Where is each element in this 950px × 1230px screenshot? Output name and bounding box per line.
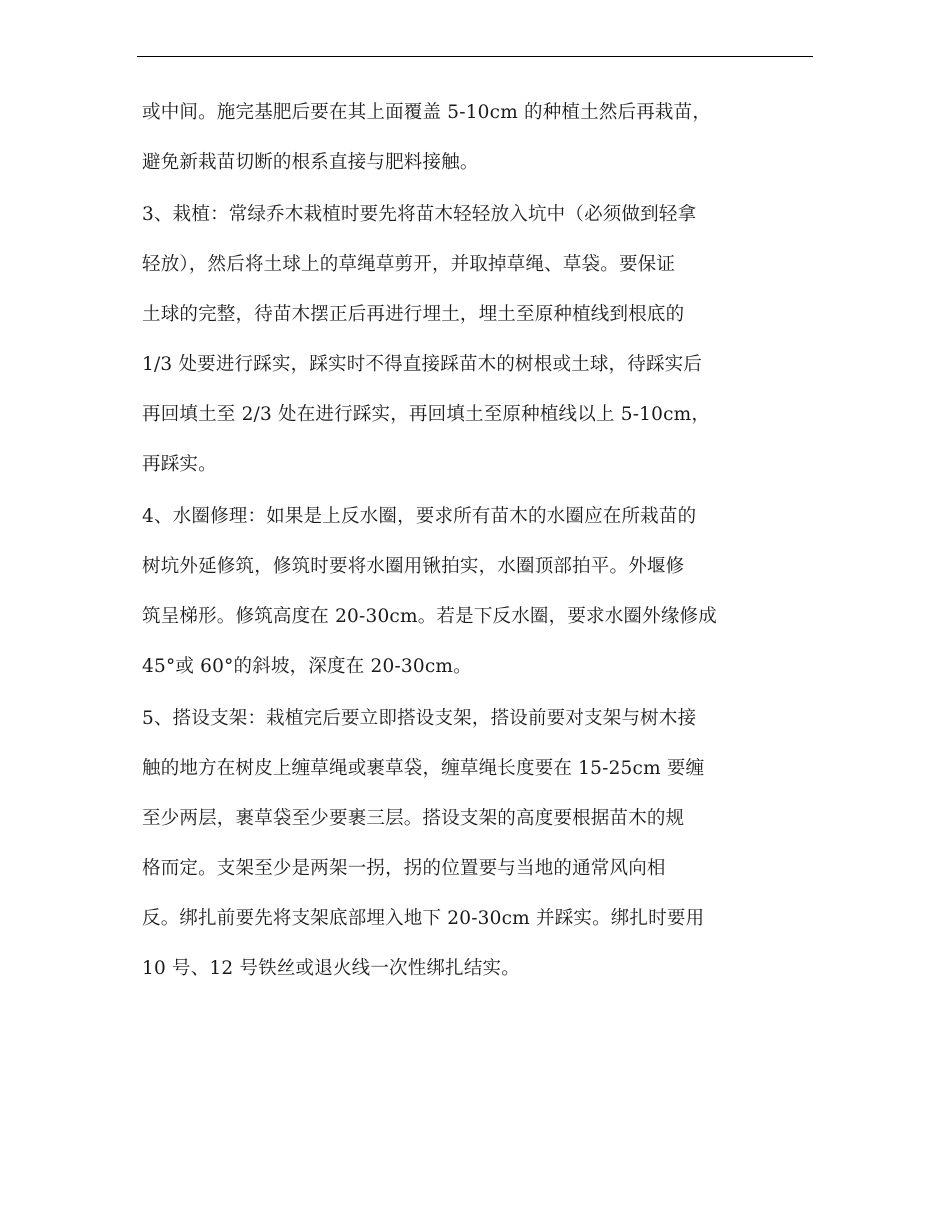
text-line: 轻放），然后将土球上的草绳草剪开，并取掉草绳、草袋。要保证 bbox=[142, 254, 676, 275]
text-line: 45°或 60°的斜坡，深度在 20-30cm。 bbox=[142, 656, 472, 677]
text-line: 至少两层，裹草袋至少要裹三层。搭设支架的高度要根据苗木的规 bbox=[142, 808, 685, 829]
document-body bbox=[142, 88, 742, 996]
text-line: 触的地方在树皮上缠草绳或裹草袋，缠草绳长度要在 15-25cm 要缠 bbox=[142, 758, 705, 779]
text-line: 避免新栽苗切断的根系直接与肥料接触。 bbox=[142, 152, 479, 173]
text-line: 5、搭设支架：栽植完后要立即搭设支架，搭设前要对支架与树木接 bbox=[142, 708, 697, 729]
text-line: 再回填土至 2/3 处在进行踩实，再回填土至原种植线以上 5-10cm， bbox=[142, 404, 711, 425]
paragraph-continuation bbox=[142, 88, 742, 188]
text-line: 土球的完整，待苗木摆正后再进行埋土，埋土至原种植线到根底的 bbox=[142, 304, 685, 325]
text-line: 再踩实。 bbox=[142, 454, 217, 475]
text-line: 树坑外延修筑，修筑时要将水圈用锹拍实，水圈顶部拍平。外堰修 bbox=[142, 556, 685, 577]
paragraph-step-4 bbox=[142, 492, 742, 692]
paragraph-step-5 bbox=[142, 694, 742, 994]
text-line: 1/3 处要进行踩实，踩实时不得直接踩苗木的树根或土球，待踩实后 bbox=[142, 354, 703, 375]
text-line: 反。绑扎前要先将支架底部埋入地下 20-30cm 并踩实。绑扎时要用 bbox=[142, 908, 705, 929]
text-line: 或中间。施完基肥后要在其上面覆盖 5-10cm 的种植土然后再栽苗， bbox=[142, 102, 712, 123]
paragraph-step-3 bbox=[142, 190, 742, 490]
text-line: 筑呈梯形。修筑高度在 20-30cm。若是下反水圈，要求水圈外缘修成 bbox=[142, 606, 717, 627]
text-line: 3、栽植：常绿乔木栽植时要先将苗木轻轻放入坑中（必须做到轻拿 bbox=[142, 204, 697, 225]
text-line: 10 号、12 号铁丝或退火线一次性绑扎结实。 bbox=[142, 958, 520, 979]
text-line: 4、水圈修理：如果是上反水圈，要求所有苗木的水圈应在所栽苗的 bbox=[142, 506, 697, 527]
text-line: 格而定。支架至少是两架一拐，拐的位置要与当地的通常风向相 bbox=[142, 858, 666, 879]
header-rule bbox=[137, 56, 813, 57]
